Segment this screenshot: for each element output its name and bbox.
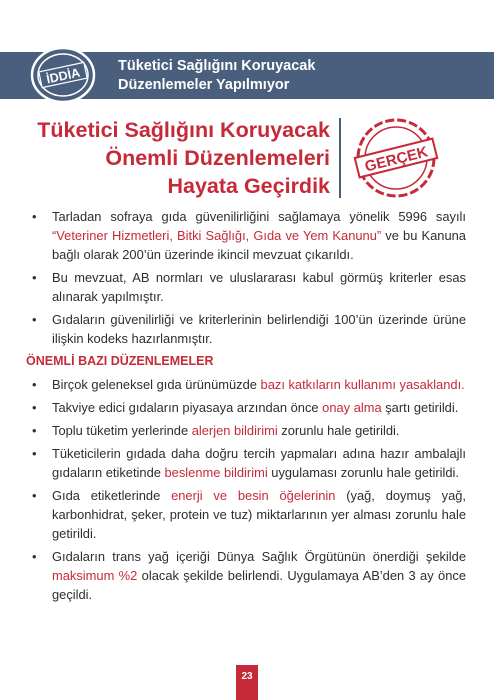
list-item: • Takviye edici gıdaların piyasaya arzından önce onay alma şartı getirildi. (26, 398, 466, 417)
list-item: • Tarladan sofraya gıda güvenilirliğini sağlamaya yönelik 5996 sayılı “Veteriner Hizmetleri, Bitki Sağlığı, Gıda ve Yem Kanunu” ve bu Kanuna bağlı olarak 200’ün üzerinde ikincil mevzuat çıkarıldı. (26, 207, 466, 264)
regulations-list (26, 375, 466, 604)
claim-title-line1: Tüketici Sağlığını Koruyacak (118, 58, 316, 74)
iddia-stamp-icon (28, 44, 98, 106)
list-item: • Birçok geleneksel gıda ürünümüzde bazı katkıların kullanımı yasaklandı. (26, 375, 466, 394)
list-item: • Tüketicilerin gıdada daha doğru tercih yapmaları adına hazır ambalajlı gıdaların etiketinde beslenme bildirimi uygulaması zorunlu hale getirildi. (26, 444, 466, 482)
fact-heading-line2: Önemli Düzenlemeleri (105, 146, 330, 170)
highlight-text: bazı katkıların kullanımı yasaklandı. (260, 377, 465, 392)
fact-heading-line1: Tüketici Sağlığını Koruyacak (37, 118, 330, 142)
highlight-text: maksimum %2 (52, 568, 138, 583)
highlight-text: enerji ve besin öğelerinin (171, 488, 336, 503)
highlight-text: alerjen bildirimi (191, 423, 278, 438)
content-body (26, 207, 466, 608)
section-title: ÖNEMLİ BAZI DÜZENLEMELER (26, 354, 214, 368)
iddia-stamp-label: İDDİA (45, 65, 82, 87)
gercek-stamp-icon (350, 112, 442, 204)
gercek-stamp-label: GERÇEK (363, 143, 430, 176)
claim-title (118, 57, 478, 95)
intro-list (26, 207, 466, 348)
list-item: • Bu mevzuat, AB normları ve uluslararası kabul görmüş kriterler esas alınarak yapılmıştır. (26, 268, 466, 306)
highlight-text: “Veteriner Hizmetleri, Bitki Sağlığı, Gıda ve Yem Kanunu” (52, 228, 382, 243)
list-item: • Gıdaların güvenilirliği ve kriterlerinin belirlendiği 100’ün üzerinde ürüne ilişkin kodeks hazırlanmıştır. (26, 310, 466, 348)
list-item: • Toplu tüketim yerlerinde alerjen bildirimi zorunlu hale getirildi. (26, 421, 466, 440)
highlight-text: beslenme bildirimi (164, 465, 268, 480)
highlight-text: onay alma (322, 400, 382, 415)
heading-divider (339, 118, 341, 198)
fact-heading-line3: Hayata Geçirdik (167, 174, 330, 198)
claim-title-line2: Düzenlemeler Yapılmıyor (118, 77, 290, 93)
page-number: 23 (236, 665, 258, 700)
list-item: • Gıda etiketlerinde enerji ve besin öğelerinin (yağ, doymuş yağ, karbonhidrat, şeker, protein ve tuz) miktarlarının yer alması zorunlu hale getirildi. (26, 486, 466, 543)
fact-heading (18, 116, 330, 200)
list-item: • Gıdaların trans yağ içeriği Dünya Sağlık Örgütünün önerdiği şekilde maksimum %2 olacak şekilde belirlendi. Uygulamaya AB’den 3 ay önce geçildi. (26, 547, 466, 604)
